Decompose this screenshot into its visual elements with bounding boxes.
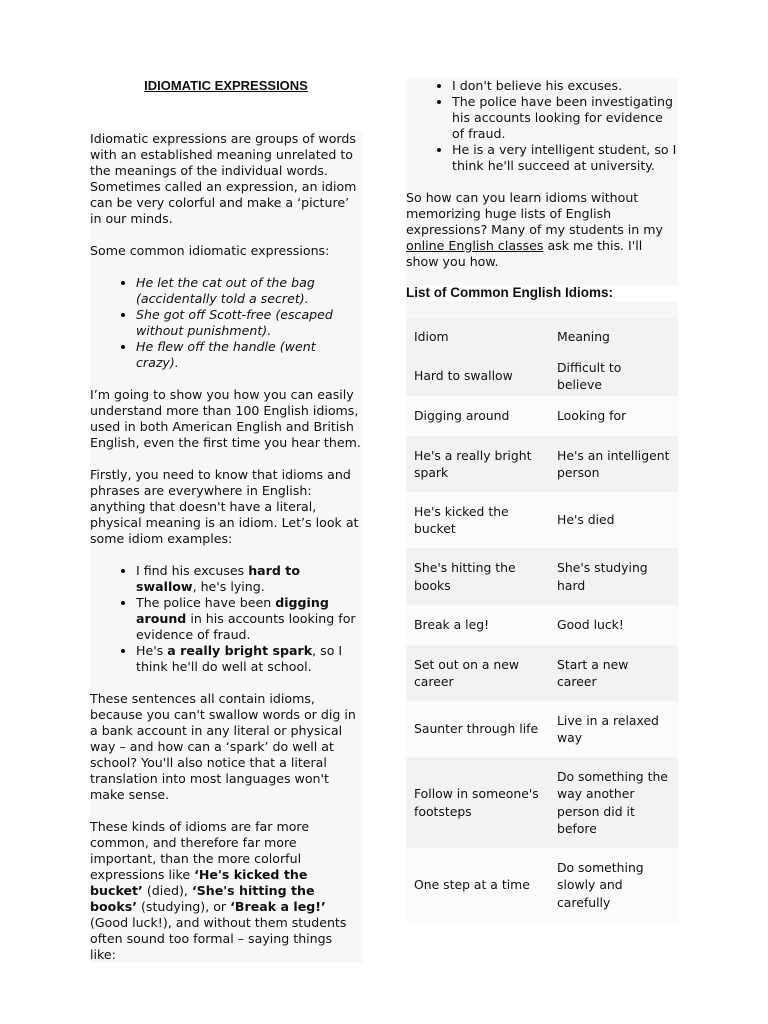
table-row — [406, 492, 678, 548]
show-paragraph: I’m going to show you how you can easily understand more than 100 English idioms, used in both American English and British English, even the first time you hear them. — [90, 387, 361, 450]
header-cell: Idiom — [414, 329, 449, 345]
examples-list — [90, 563, 362, 675]
idiom-cell: One step at a time — [414, 877, 530, 893]
idiom-cell: She's hitting the books — [414, 560, 516, 593]
list-item: • He let the cat out of the bag (accidentally told a secret). — [136, 275, 362, 307]
list-item — [136, 643, 362, 675]
idioms-table — [406, 318, 678, 922]
sentences-paragraph: These sentences all contain idioms, because you can't swallow words or dig in a bank account in any literal or physical way – and how can a ‘spark’ do well at school? You'll also notice that a literal translation into most languages won't make sense. — [90, 691, 356, 802]
idiom-bold: ‘He's kicked the bucket’ — [90, 867, 308, 898]
formal-sentences-list — [406, 78, 678, 174]
item-text: , he's lying. — [192, 579, 265, 594]
item-text: He's — [136, 643, 168, 658]
meaning-cell: He's an intelligent person — [557, 447, 670, 480]
idiom-cell: Digging around — [414, 408, 510, 424]
kinds-text: These kinds of idioms are far more common, and therefore far more important, than the more colorful expressions like — [90, 819, 310, 882]
meaning-cell: Looking for — [557, 408, 627, 424]
meaning-cell: She's studying hard — [557, 560, 648, 593]
list-item: • He flew off the handle (went crazy). — [136, 339, 362, 371]
list-item: • She got off Scott-free (escaped without punishment). — [136, 307, 362, 339]
kinds-text: (studying), or — [136, 899, 231, 914]
idiom-cell: Follow in someone's footsteps — [414, 786, 539, 819]
table-row — [406, 396, 678, 436]
kinds-text: (died), — [142, 883, 192, 898]
idiom-bold: hard to swallow — [136, 563, 300, 594]
idiom-bold: ‘Break a leg!’ — [230, 899, 326, 914]
idiom-cell: Set out on a new career — [414, 656, 520, 689]
meaning-cell: He's died — [557, 512, 615, 528]
idiom-cell: He's a really bright spark — [414, 447, 532, 480]
meaning-cell: Do something the way another person did it before — [557, 768, 668, 836]
left-text-block — [90, 131, 362, 963]
item-text: in his accounts looking for evidence of fraud. — [136, 611, 356, 642]
list-item — [136, 563, 362, 595]
kinds-paragraph — [90, 819, 362, 963]
online-classes-link[interactable]: online English classes — [406, 238, 544, 253]
idiom-cell: He's kicked the bucket — [414, 503, 509, 536]
learn-text: ask me this. I'll show you how. — [406, 238, 643, 269]
kinds-text: (Good luck!), and without them students often sound too formal – saying things like: — [90, 915, 347, 962]
idiom-bold: digging around — [136, 595, 329, 626]
table-row — [406, 757, 678, 848]
table-row — [406, 645, 678, 701]
table-row — [406, 848, 678, 922]
item-text: The police have been — [136, 595, 276, 610]
table-row — [406, 436, 678, 492]
table-row — [406, 605, 678, 645]
common-idioms-list — [90, 275, 362, 371]
item-text: , so I think he'll do well at school. — [136, 643, 343, 674]
meaning-cell: Live in a relaxed way — [557, 712, 659, 745]
list-item: • I don't believe his excuses. — [452, 78, 678, 94]
common-lead: Some common idiomatic expressions: — [90, 243, 330, 258]
idioms-list-heading: List of Common English Idioms: — [406, 285, 678, 301]
table-row — [406, 548, 678, 605]
learn-text: So how can you learn idioms without memorizing huge lists of English expressions? Many of my students in my — [406, 190, 663, 237]
page-title: IDIOMATIC EXPRESSIONS — [90, 78, 362, 94]
meaning-cell: Start a new career — [557, 656, 629, 689]
idiom-cell: Saunter through life — [414, 721, 539, 737]
idiom-bold: ‘She's hitting the books’ — [90, 883, 315, 914]
idiom-bold: a really bright spark — [167, 643, 313, 658]
table-row — [406, 356, 678, 396]
list-item: • The police have been investigating his accounts looking for evidence of fraud. — [452, 94, 678, 142]
idiom-cell: Break a leg! — [414, 617, 490, 633]
left-column — [90, 78, 362, 963]
header-cell: Meaning — [557, 329, 610, 345]
list-item: • He is a very intelligent student, so I think he'll succeed at university. — [452, 142, 678, 174]
item-text: I find his excuses — [136, 563, 249, 578]
meaning-cell: Good luck! — [557, 617, 624, 633]
right-column — [406, 78, 678, 922]
meaning-cell: Do something slowly and carefully — [557, 859, 644, 910]
intro-paragraph: Idiomatic expressions are groups of words with an established meaning unrelated to the meanings of the individual words. Sometimes called an expression, an idiom can be very colorful and make a ‘picture’ in our minds. — [90, 131, 357, 226]
table-row — [406, 701, 678, 757]
right-text-block — [406, 78, 678, 318]
idiom-cell: Hard to swallow — [414, 368, 513, 384]
list-item — [136, 595, 362, 643]
table-header-row — [406, 318, 678, 356]
meaning-cell: Difficult to believe — [557, 359, 622, 392]
firstly-paragraph: Firstly, you need to know that idioms and phrases are everywhere in English: anything that doesn't have a literal, physical meaning is an idiom. Let’s look at some idiom examples: — [90, 467, 359, 546]
